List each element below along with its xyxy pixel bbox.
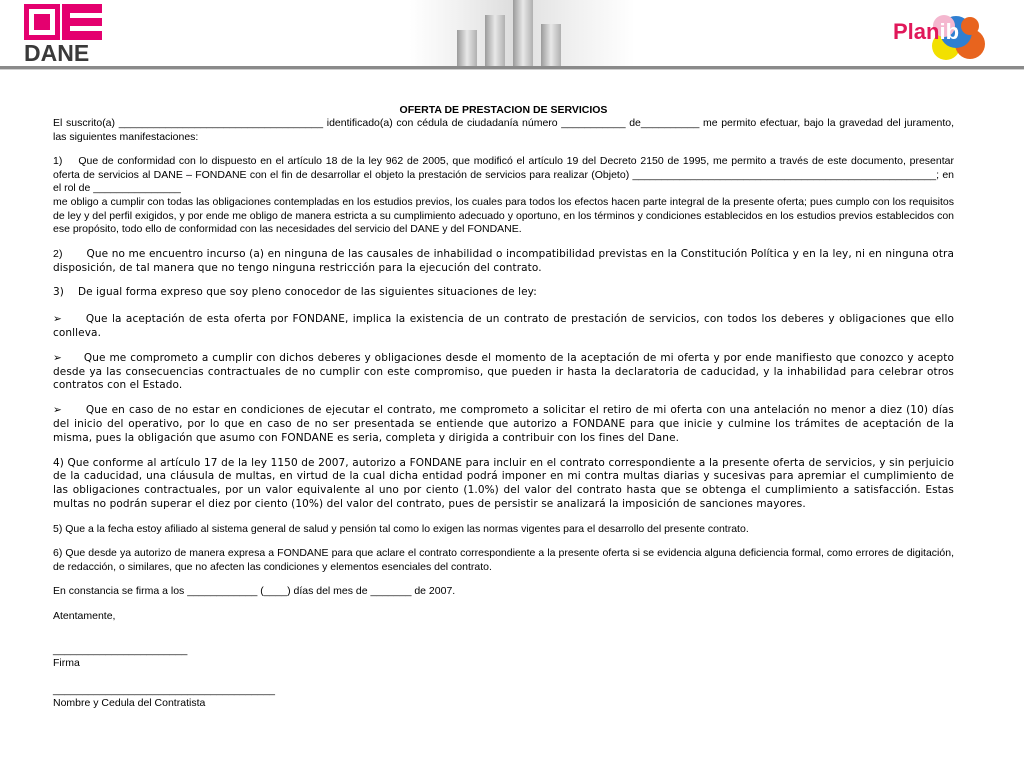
bar-graphic-icon: [445, 0, 580, 66]
item-1-paragraph: [53, 155, 954, 196]
contractor-name-line: ______________________________________: [53, 683, 275, 696]
dane-emblem-icon: [24, 4, 108, 42]
planib-wordmark-b: ib: [939, 19, 960, 44]
planib-logo: [888, 8, 988, 64]
item-5-paragraph: 5) Que a la fecha estoy afiliado al sistema general de salud y pensión tal como lo exigen las normas vigentes para el desarrollo del presente contrato.: [53, 522, 749, 535]
bullet-arrow-icon: ➢: [53, 313, 62, 326]
constancia-line: En constancia se firma a los ____________ (____) días del mes de _______ de 2007.: [53, 585, 456, 598]
bullet-item: [53, 404, 954, 445]
bullet-arrow-icon: ➢: [53, 404, 62, 417]
closing-salutation: Atentamente,: [53, 610, 116, 623]
bullet-item: [53, 352, 954, 393]
bullet-item: [53, 313, 954, 341]
item-3-paragraph: [53, 286, 954, 300]
bullet-text: Que la aceptación de esta oferta por FONDANE, implica la existencia de un contrato de prestación de servicios, con todos los deberes y obligaciones que ello conlleva.: [53, 313, 954, 339]
bullet-text: Que me comprometo a cumplir con dichos deberes y obligaciones desde el momento de la aceptación de mi oferta y por ende manifiesto que conozco y acepto desde ya las consecuencias contractuales de no cumplir con este compromiso, que pueden ir hasta la declaratoria de caducidad, y la inhabilidad para celebrar otros contratos con el Estado.: [53, 351, 954, 392]
dane-wordmark: DANE: [24, 40, 90, 66]
document-title: OFERTA DE PRESTACION DE SERVICIOS: [399, 104, 608, 116]
signature-label: Firma: [53, 656, 80, 669]
header-divider-light: [0, 69, 1024, 70]
item-3-text: De igual forma expreso que soy pleno conocedor de las siguientes situaciones de ley:: [77, 286, 537, 299]
item-4-paragraph: 4) Que conforme al artículo 17 de la ley 1150 de 2007, autorizo a FONDANE para incluir en el contrato correspondiente a la presente oferta de servicios, y sin perjuicio de la caducidad, una cláusula de multas, en virtud de la cual dicha entidad podrá imponer en mi contra multas diarias y sucesivas para apremiar el cumplimiento de las obligaciones contractuales, por un valor equivalente al uno por ciento (1.0%) del valor del contrato hasta que se obtenga el cumplimiento a satisfacción. Estas multas no podrán superar el diez por ciento (10%) del valor del contrato, pues de persistir se analizará la imposición de sanciones mayores.: [53, 456, 954, 510]
document-body: [53, 104, 954, 710]
intro-paragraph: El suscrito(a) ___________________________________ identificado(a) con cédula de ciudadanía número ___________ de__________ me permito efectuar, bajo la gravedad del juramento, las siguientes manifestaciones:: [53, 117, 954, 143]
item-2-paragraph: [53, 248, 954, 276]
signature-line: _______________________: [53, 643, 188, 656]
item-6-paragraph: 6) Que desde ya autorizo de manera expresa a FONDANE para que aclare el contrato correspondiente a la presente oferta si se evidencia alguna deficiencia formal, como errores de digitación, de redacción, o similares, que no afecten las condiciones y elementos esenciales del contrato.: [53, 547, 954, 573]
bullet-text: Que en caso de no estar en condiciones de ejecutar el contrato, me comprometo a solicitar el retiro de mi oferta con una antelación no menor a diez (10) días del inicio del operativo, por lo que en caso de no ser presentada se entiende que autorizo a FONDANE para que inicie y culmine los trámites de aceptación de la misma, pues la obligación que asumo con FONDANE es seria, completa y dirigida a contribuir con los fines del Dane.: [53, 404, 954, 444]
item-1-text: Que de conformidad con lo dispuesto en el artículo 18 de la ley 962 de 2005, que modificó el artículo 19 del Decreto 2150 de 1995, me permito a través de este documento, presentar oferta de servicios al DANE – FONDANE con el fin de desarrollar el objeto la prestación de servicios para realizar (Objeto) ____________________________________________________; en el rol de _______________: [53, 155, 954, 195]
dane-logo: [24, 4, 108, 66]
item-1-number: 1): [53, 155, 63, 168]
item-1-continuation: me obligo a cumplir con todas las obligaciones contempladas en los estudios previos, los cuales para todos los efectos hacen parte integral de la presente oferta; pues cumplo con los requisitos de ley y del perfil exigidos, y por ende me obligo de manera estricta a su cumplimiento adecuado y oportuno, en los términos y condiciones establecidos en los estudios previos establecidos con ese propósito, todo ello de conformidad con las necesidades del servicio del DANE y del FONDANE.: [53, 195, 954, 236]
planib-wordmark: [893, 19, 959, 45]
item-2-text: Que no me encuentro incurso (a) en ninguna de las causales de inhabilidad o incompatibilidad previstas en la Constitución Política y en la ley, ni en ninguna otra disposición, de tal manera que no tengo ninguna restricción para la ejecución del contrato.: [53, 247, 954, 274]
bullet-arrow-icon: ➢: [53, 351, 62, 364]
item-2-number: 2): [53, 247, 63, 260]
item-3-number: 3): [53, 286, 64, 299]
contractor-name-label: Nombre y Cedula del Contratista: [53, 696, 206, 709]
planib-wordmark-a: Plan: [893, 19, 940, 44]
